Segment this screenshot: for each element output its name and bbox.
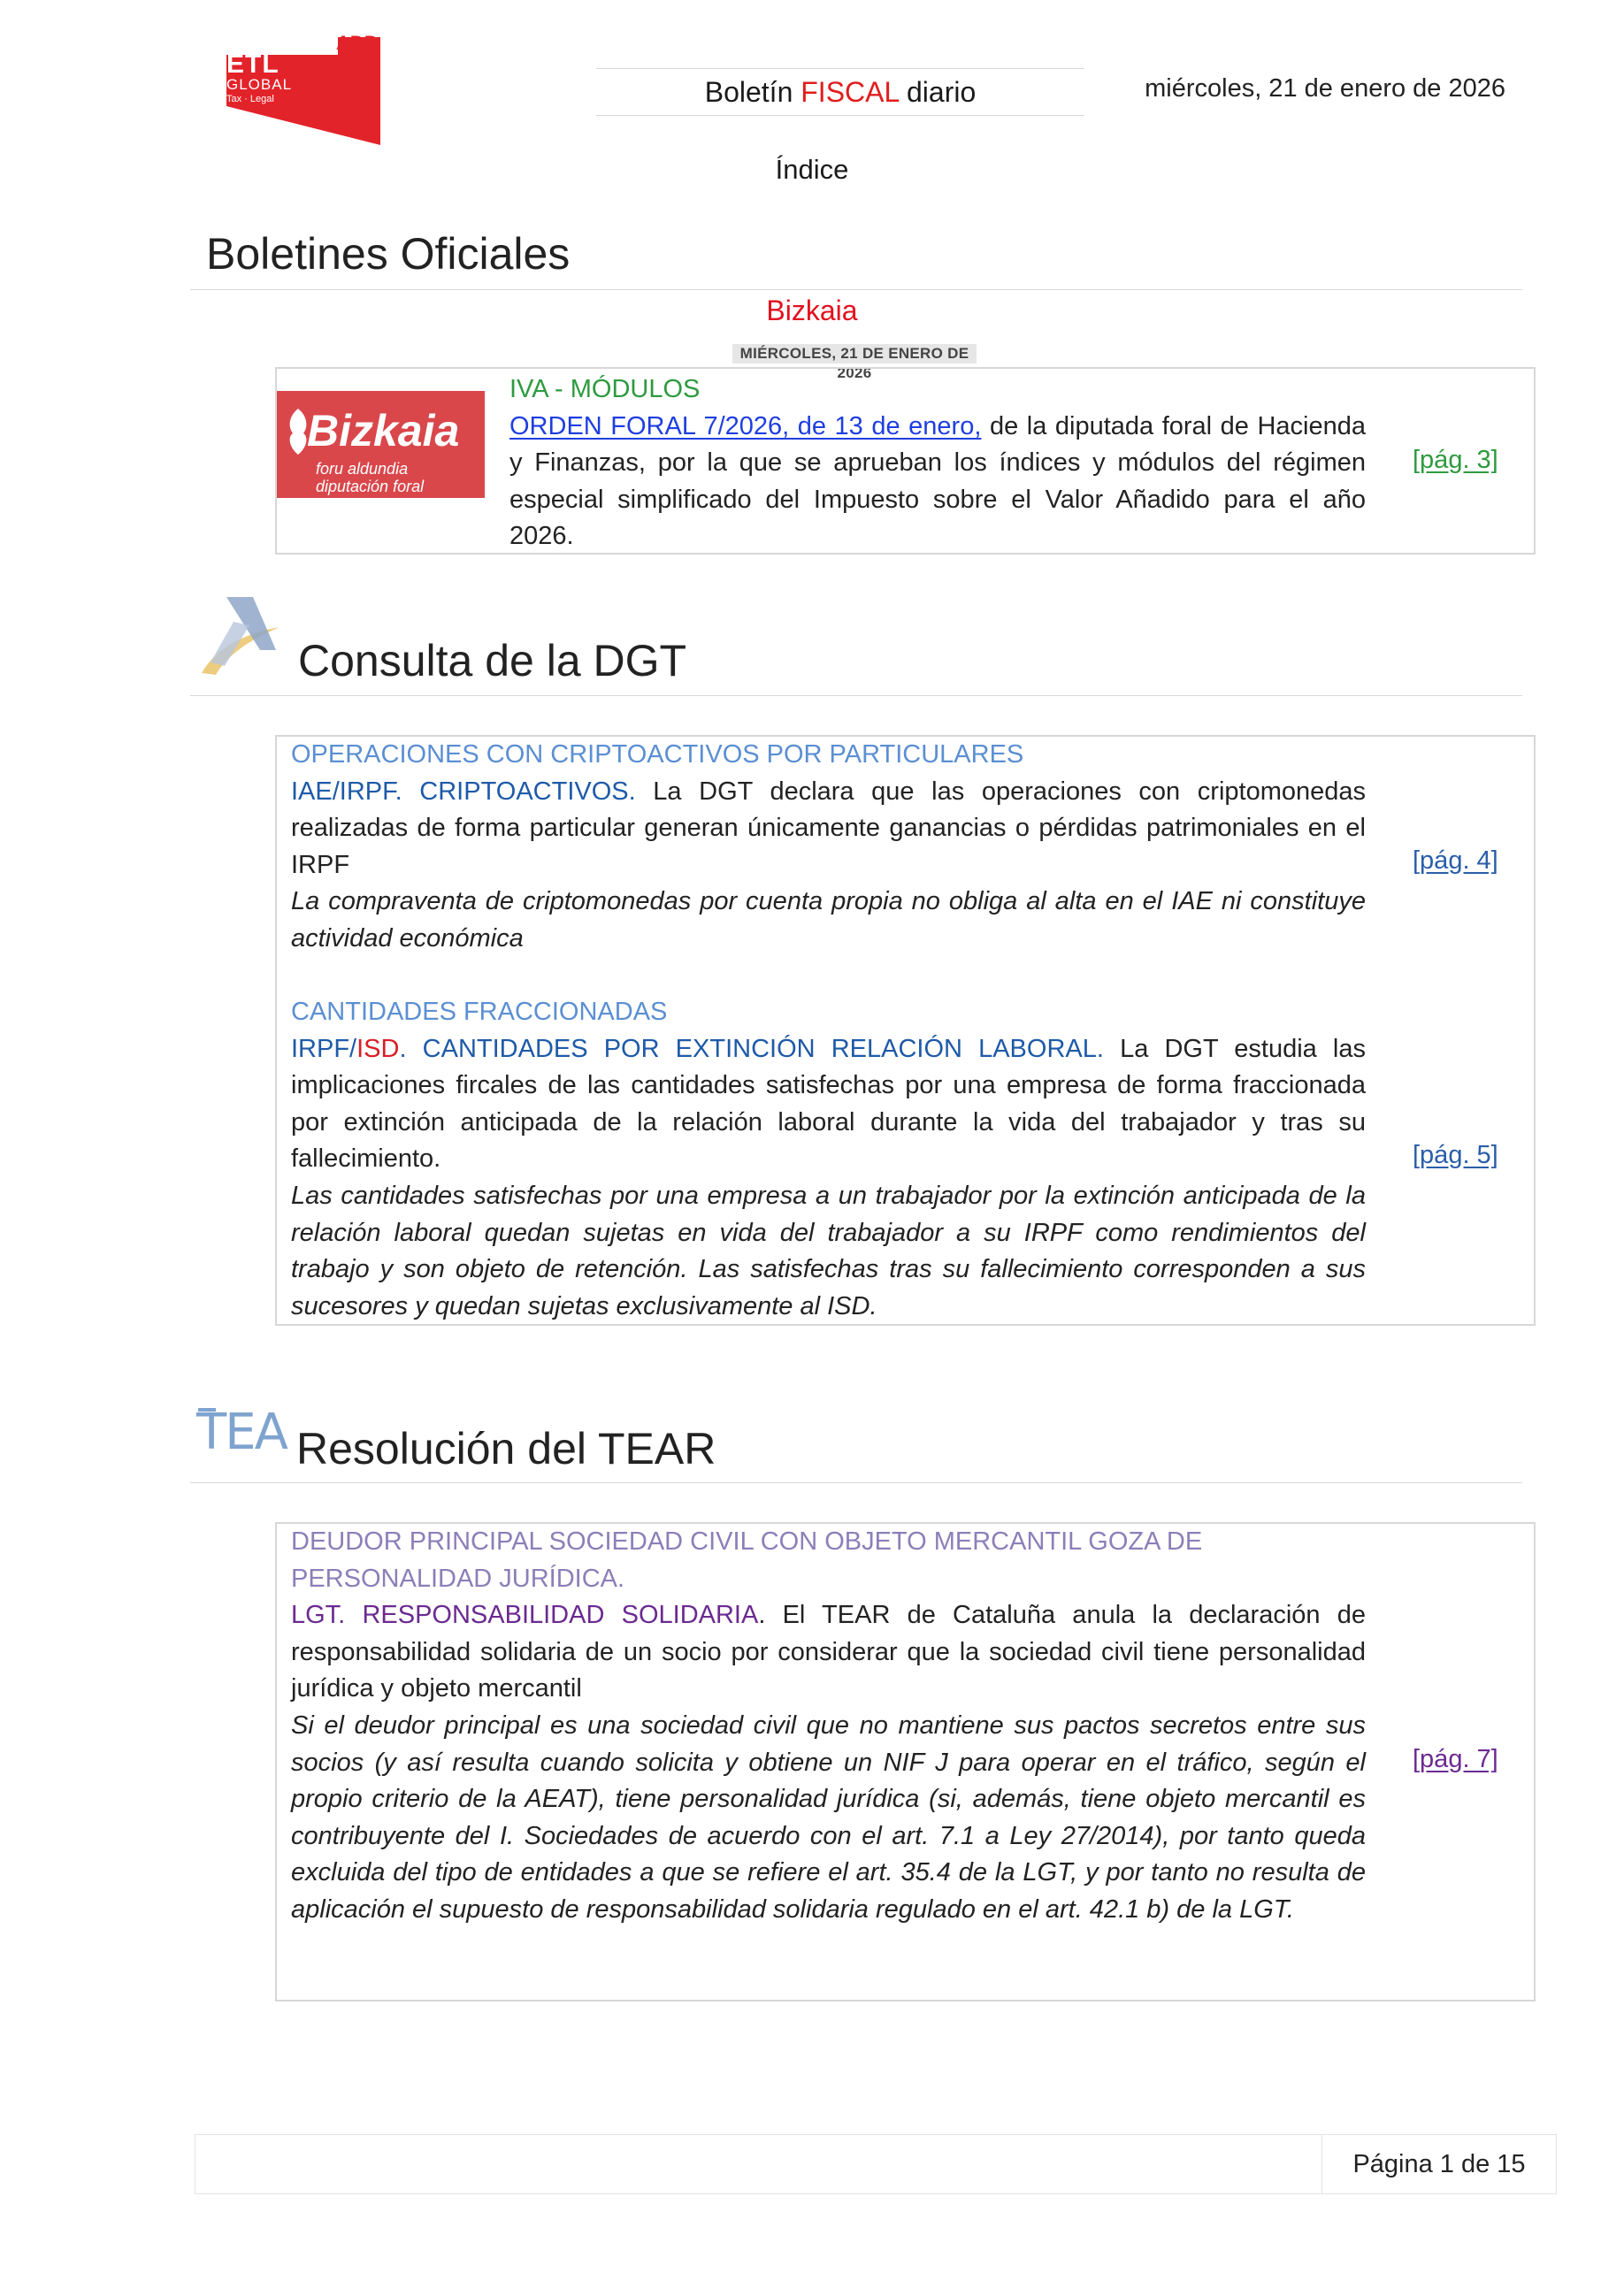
- bizkaia-logo-line2: diputación foral: [316, 478, 425, 495]
- entry-tag-b: ISD: [356, 1034, 400, 1063]
- entry-kicker: DEUDOR PRINCIPAL SOCIEDAD CIVIL CON OBJETO MERCANTIL GOZA DE PERSONALIDAD JURÍDICA.: [291, 1527, 1203, 1593]
- page-ref-link[interactable]: [pág. 4]: [1413, 846, 1498, 875]
- entry-kicker: CANTIDADES FRACCIONADAS: [291, 998, 668, 1026]
- agencia-tributaria-logo-icon: [198, 595, 283, 677]
- entry-body: . El TEAR de Cataluña anula la declaración de responsabilidad solidaria de un socio por considerar que la sociedad civil tiene personalidad jurídica y objeto mercantil: [291, 1601, 1366, 1703]
- entry-kicker: OPERACIONES CON CRIPTOACTIVOS POR PARTICULARES: [291, 740, 1024, 769]
- logo-taxlegal-text: Tax · Legal: [226, 94, 274, 104]
- bulletin-title-prefix: Boletín: [704, 76, 801, 108]
- entry-tag: LGT. RESPONSABILIDAD SOLIDARIA: [291, 1601, 759, 1630]
- page-ref-link[interactable]: [pág. 3]: [1413, 446, 1498, 474]
- region-title: Bizkaia: [766, 295, 858, 326]
- boletin-entry-text: [509, 371, 1366, 555]
- entry-kicker: IVA - MÓDULOS: [509, 375, 701, 403]
- bizkaia-logo-line1: foru aldundia: [316, 460, 409, 478]
- bizkaia-logo: [277, 391, 485, 498]
- entry-tag-a: IRPF/: [291, 1034, 357, 1063]
- date-badge: MIÉRCOLES, 21 DE ENERO DE 2026: [732, 344, 977, 364]
- entry-tag-c: . CANTIDADES POR EXTINCIÓN RELACIÓN LABORAL.: [399, 1034, 1104, 1063]
- orden-foral-link[interactable]: ORDEN FORAL 7/2026, de 13 de enero,: [509, 411, 982, 440]
- agencia-tributaria-logo-graphic: [198, 595, 283, 677]
- section-divider: [190, 695, 1522, 696]
- page-ref-link[interactable]: [pág. 5]: [1413, 1141, 1498, 1169]
- bulletin-title-accent: FISCAL: [801, 76, 900, 108]
- section-heading-dgt: Consulta de la DGT: [298, 636, 687, 685]
- section-heading-tear: Resolución del TEAR: [296, 1424, 716, 1473]
- entry-tag: IAE/IRPF. CRIPTOACTIVOS.: [291, 777, 636, 806]
- logo-global-text: GLOBAL: [226, 76, 293, 93]
- logo-etl-text: ETL: [226, 50, 280, 79]
- entry-body: La DGT declara que las operaciones con criptomonedas realizadas de forma particular generan únicamente ganancias o pérdidas patrimoniales en el IRPF: [291, 777, 1366, 879]
- bulletin-title-suffix: diario: [899, 76, 977, 108]
- etl-global-logo: [212, 32, 380, 145]
- header-date: miércoles, 21 de enero de 2026: [1145, 74, 1505, 103]
- entry-body: La DGT estudia las implicaciones fircales de las cantidades satisfechas por una empresa de forma fraccionada por extinción anticipada de la relación laboral durante la vida del trabajador y tras su fallecimiento.: [291, 1034, 1366, 1174]
- dgt-entry-2: [291, 994, 1366, 1325]
- tear-entry: [291, 1524, 1366, 1929]
- index-title: Índice: [775, 154, 849, 185]
- tea-logo-icon: [196, 1404, 287, 1461]
- entry-italic-summary: Si el deudor principal es una sociedad civil que no mantiene sus pactos secretos entre sus socios (y así resulta cuando solicita y obtiene un NIF J para operar en el tráfico, según el propio criterio de la AEAT), tiene personalidad jurídica (si, además, tiene objeto mercantil es contribuyente del I. Sociedades de acuerdo con el art. 7.1 a Ley 27/2014), por tanto queda excluida del tipo de entidades a que se refiere el art. 35.4 de la LGT, y por tanto no resulta de aplicación el supuesto de responsabilidad solidaria regulado en el art. 42.1 b) de la LGT.: [291, 1711, 1366, 1924]
- section-divider: [190, 289, 1522, 290]
- entry-body: de la diputada foral de Hacienda y Finanzas, por la que se aprueban los índices y módulos del régimen especial simplificado del Impuesto sobre el Valor Añadido para el año 2026.: [509, 411, 1367, 551]
- dgt-entry-1: [291, 737, 1366, 958]
- logo-add-text: ADD: [336, 32, 379, 54]
- entry-italic-summary: Las cantidades satisfechas por una empresa a un trabajador por la extinción anticipada de la relación laboral quedan sujetas en vida del trabajador a su IRPF como rendimientos del trabajo y son objeto de retención. Las satisfechas tras su fallecimiento corresponden a sus sucesores y quedan sujetas exclusivamente al ISD.: [291, 1181, 1366, 1320]
- section-divider: [190, 1482, 1522, 1483]
- bizkaia-logo-name: Bizkaia: [307, 406, 460, 455]
- page-number: Página 1 de 15: [1352, 2150, 1526, 2178]
- section-heading-boletines: Boletines Oficiales: [206, 229, 571, 279]
- page-ref-link[interactable]: [pág. 7]: [1413, 1745, 1498, 1773]
- bulletin-title: [596, 68, 1084, 116]
- entry-italic-summary: La compraventa de criptomonedas por cuenta propia no obliga al alta en el IAE ni constituye actividad económica: [291, 887, 1366, 953]
- tea-logo-text: TEA: [196, 1404, 287, 1461]
